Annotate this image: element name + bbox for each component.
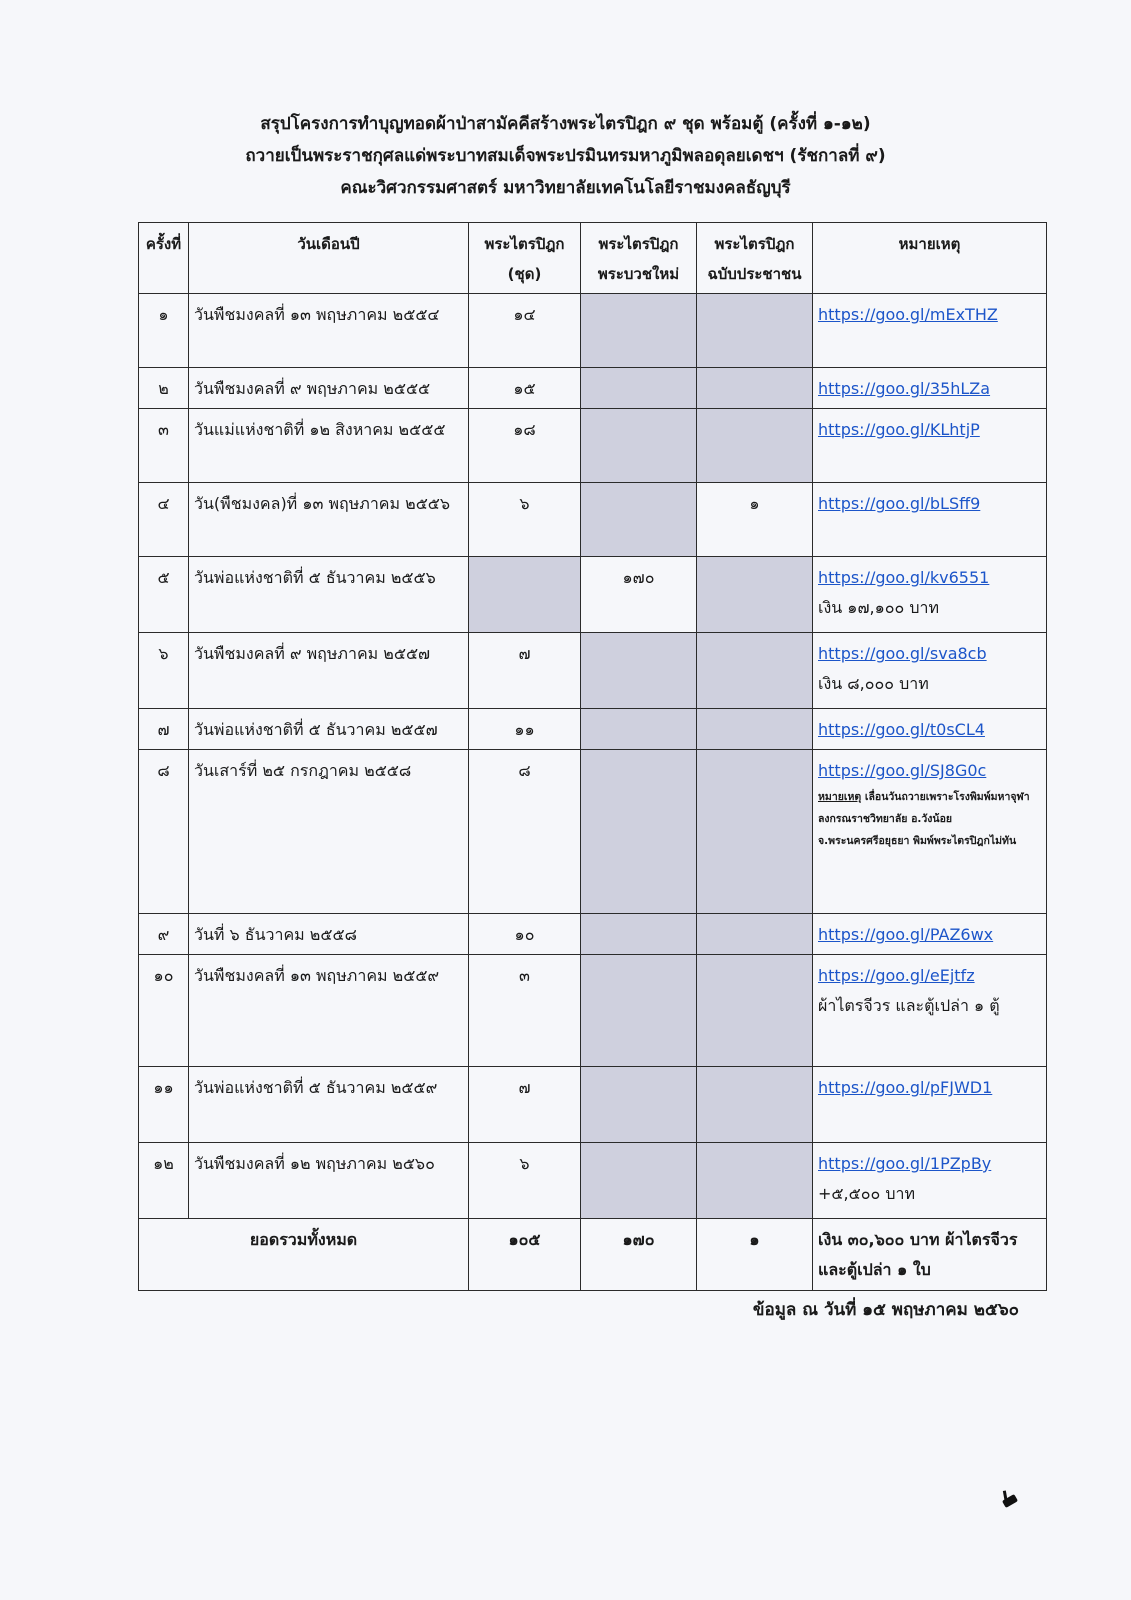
cell-public [697,914,813,955]
cell-date: วัน(พืชมงคล)ที่ ๑๓ พฤษภาคม ๒๕๕๖ [189,483,469,557]
total-public: ๑ [697,1219,813,1291]
record-link[interactable]: https://goo.gl/35hLZa [818,379,991,398]
cell-newmonk [581,1067,697,1143]
cell-note [813,709,1047,750]
total-newmonk: ๑๗๐ [581,1219,697,1291]
header-public: พระไตรปิฎก ฉบับประชาชน [697,223,813,294]
table-row [139,1143,1047,1219]
cell-no: ๑๒ [139,1143,189,1219]
table-row [139,914,1047,955]
cell-sets: ๘ [469,750,581,914]
cell-date: วันเสาร์ที่ ๒๕ กรกฎาคม ๒๕๕๘ [189,750,469,914]
cell-public [697,750,813,914]
summary-table [138,222,1047,1291]
cell-sets: ๖ [469,1143,581,1219]
cell-note [813,557,1047,633]
total-label: ยอดรวมทั้งหมด [139,1219,469,1291]
pen-mark [1002,1494,1018,1508]
record-link[interactable]: https://goo.gl/t0sCL4 [818,720,985,739]
cell-no: ๖ [139,633,189,709]
cell-date: วันแม่แห่งชาติที่ ๑๒ สิงหาคม ๒๕๕๕ [189,409,469,483]
document-header [0,108,1131,204]
cell-public [697,955,813,1067]
cell-date: วันพ่อแห่งชาติที่ ๕ ธันวาคม ๒๕๕๙ [189,1067,469,1143]
cell-public [697,1067,813,1143]
cell-sets: ๑๑ [469,709,581,750]
cell-sets: ๗ [469,633,581,709]
header-date: วันเดือนปี [189,223,469,294]
cell-note-extra: เงิน ๘,๐๐๐ บาท [818,674,929,693]
table-row [139,557,1047,633]
record-link[interactable]: https://goo.gl/SJ8G0c [818,761,987,780]
total-sets: ๑๐๕ [469,1219,581,1291]
cell-newmonk [581,368,697,409]
data-date-footer: ข้อมูล ณ วันที่ ๑๕ พฤษภาคม ๒๕๖๐ [752,1300,1019,1320]
table-row [139,1067,1047,1143]
cell-newmonk: ๑๗๐ [581,557,697,633]
cell-newmonk [581,955,697,1067]
cell-note [813,483,1047,557]
table-row [139,368,1047,409]
cell-newmonk [581,294,697,368]
table-row [139,750,1047,914]
cell-newmonk [581,750,697,914]
table-row [139,409,1047,483]
cell-public [697,294,813,368]
record-link[interactable]: https://goo.gl/1PZpBy [818,1154,992,1173]
record-link[interactable]: https://goo.gl/PAZ6wx [818,925,994,944]
title-line-2: ถวายเป็นพระราชกุศลแด่พระบาทสมเด็จพระปรมินทรมหาภูมิพลอดุลยเดชฯ (รัชกาลที่ ๙) [245,146,886,166]
cell-no: ๘ [139,750,189,914]
cell-public [697,1143,813,1219]
cell-sets: ๑๔ [469,294,581,368]
cell-newmonk [581,633,697,709]
record-link[interactable]: https://goo.gl/bLSff9 [818,494,981,513]
cell-date: วันพ่อแห่งชาติที่ ๕ ธันวาคม ๒๕๕๖ [189,557,469,633]
remark-text-1: เลื่อนวันถวายเพราะโรงพิมพ์มหาจุฬาลงกรณราชวิทยาลัย อ.วังน้อย [818,791,1030,825]
table-row [139,955,1047,1067]
cell-public [697,409,813,483]
table-row [139,633,1047,709]
cell-note [813,955,1047,1067]
cell-no: ๓ [139,409,189,483]
total-row [139,1219,1047,1291]
table-row [139,709,1047,750]
cell-newmonk [581,483,697,557]
cell-no: ๒ [139,368,189,409]
cell-newmonk [581,914,697,955]
cell-sets: ๓ [469,955,581,1067]
cell-no: ๗ [139,709,189,750]
cell-newmonk [581,1143,697,1219]
title-line-3: คณะวิศวกรรมศาสตร์ มหาวิทยาลัยเทคโนโลยีราชมงคลธัญบุรี [340,178,791,198]
cell-note-extra: +๕,๕๐๐ บาท [818,1184,916,1203]
cell-date: วันพืชมงคลที่ ๑๒ พฤษภาคม ๒๕๖๐ [189,1143,469,1219]
cell-date: วันพืชมงคลที่ ๑๓ พฤษภาคม ๒๕๕๔ [189,294,469,368]
table-row [139,483,1047,557]
cell-public: ๑ [697,483,813,557]
cell-note [813,1067,1047,1143]
record-link[interactable]: https://goo.gl/pFJWD1 [818,1078,993,1097]
cell-no: ๑๑ [139,1067,189,1143]
header-sets: พระไตรปิฎก (ชุด) [469,223,581,294]
cell-date: วันพืชมงคลที่ ๙ พฤษภาคม ๒๕๕๗ [189,633,469,709]
postpone-remark [818,786,1041,830]
record-link[interactable]: https://goo.gl/eEjtfz [818,966,975,985]
cell-no: ๑๐ [139,955,189,1067]
cell-sets: ๖ [469,483,581,557]
cell-no: ๑ [139,294,189,368]
cell-date: วันที่ ๖ ธันวาคม ๒๕๕๘ [189,914,469,955]
cell-public [697,633,813,709]
record-link[interactable]: https://goo.gl/kv6551 [818,568,990,587]
cell-note-extra: ผ้าไตรจีวร และตู้เปล่า ๑ ตู้ [818,996,1000,1015]
cell-date: วันพืชมงคลที่ ๙ พฤษภาคม ๒๕๕๕ [189,368,469,409]
remark-label: หมายเหตุ [818,791,862,803]
cell-date: วันพืชมงคลที่ ๑๓ พฤษภาคม ๒๕๕๙ [189,955,469,1067]
cell-note [813,409,1047,483]
total-note: เงิน ๓๐,๖๐๐ บาท ผ้าไตรจีวร และตู้เปล่า ๑ ใบ [813,1219,1047,1291]
cell-note [813,294,1047,368]
cell-note [813,750,1047,914]
title-line-1: สรุปโครงการทำบุญทอดผ้าป่าสามัคคีสร้างพระไตรปิฎก ๙ ชุด พร้อมตู้ (ครั้งที่ ๑-๑๒) [260,114,871,134]
cell-sets: ๑๘ [469,409,581,483]
cell-public [697,557,813,633]
cell-note [813,633,1047,709]
record-link[interactable]: https://goo.gl/mExTHZ [818,305,998,324]
remark-text-2: จ.พระนครศรีอยุธยา พิมพ์พระไตรปิฎกไม่ทัน [818,835,1017,847]
record-link[interactable]: https://goo.gl/sva8cb [818,644,987,663]
cell-sets [469,557,581,633]
cell-newmonk [581,709,697,750]
cell-public [697,368,813,409]
cell-note [813,1143,1047,1219]
header-no: ครั้งที่ [139,223,189,294]
cell-no: ๕ [139,557,189,633]
cell-sets: ๑๕ [469,368,581,409]
table-header-row [139,223,1047,294]
cell-newmonk [581,409,697,483]
cell-note [813,914,1047,955]
header-newmonk: พระไตรปิฎก พระบวชใหม่ [581,223,697,294]
cell-note-extra: เงิน ๑๗,๑๐๐ บาท [818,598,940,617]
cell-sets: ๑๐ [469,914,581,955]
table-row [139,294,1047,368]
cell-public [697,709,813,750]
cell-no: ๙ [139,914,189,955]
cell-date: วันพ่อแห่งชาติที่ ๕ ธันวาคม ๒๕๕๗ [189,709,469,750]
cell-note [813,368,1047,409]
record-link[interactable]: https://goo.gl/KLhtjP [818,420,980,439]
cell-sets: ๗ [469,1067,581,1143]
header-note: หมายเหตุ [813,223,1047,294]
cell-no: ๔ [139,483,189,557]
